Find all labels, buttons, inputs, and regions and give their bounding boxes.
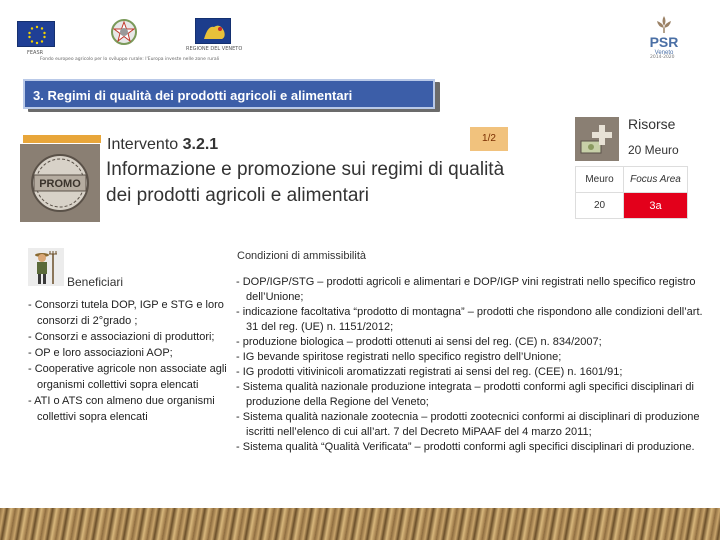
- farmer-icon: [28, 248, 64, 286]
- italian-emblem-logo: [110, 16, 138, 50]
- list-item: - IG prodotti vitivinicoli aromatizzati registrati ai sensi del reg. (CEE) n. 1601/91;: [236, 365, 706, 380]
- lion-icon: [196, 19, 232, 45]
- table-header-focus-area: Focus Area: [624, 167, 688, 193]
- list-item: - Cooperative agricole non associate agli organismi collettivi sopra elencati: [28, 361, 228, 393]
- beneficiari-title: Beneficiari: [67, 275, 124, 289]
- section-title-bar: 3. Regimi di qualità dei prodotti agricoli e alimentari: [23, 79, 435, 109]
- wheat-field-strip: [0, 508, 720, 540]
- eu-stars-icon: [18, 22, 56, 48]
- table-cell-focus-area: 3a: [624, 193, 688, 219]
- promo-badge-image: [20, 144, 100, 222]
- condizioni-title: Condizioni di ammissibilità: [237, 250, 366, 262]
- orange-accent-bar: [23, 135, 101, 143]
- list-item: - ATI o ATS con almeno due organismi collettivi sopra elencati: [28, 393, 228, 425]
- table-header-meuro: Meuro: [576, 167, 624, 193]
- list-item: - OP e loro associazioni AOP;: [28, 345, 228, 361]
- table-row: [576, 167, 688, 193]
- italian-emblem-icon: [110, 16, 138, 50]
- eu-caption: FEASR: [27, 50, 44, 56]
- region-caption: REGIONE DEL VENETO: [186, 46, 243, 52]
- page-indicator: 1/2: [470, 127, 508, 151]
- risorse-value: 20 Meuro: [628, 143, 679, 157]
- beneficiari-list: [28, 297, 228, 425]
- intervento-title: Informazione e promozione sui regimi di qualità dei prodotti agricoli e alimentari: [106, 159, 505, 206]
- eafrd-tagline: Fondo europeo agricolo per lo sviluppo rurale: l'Europa investe nelle zone rurali: [40, 57, 220, 62]
- list-item: - indicazione facoltativa “prodotto di montagna” – prodotti che rispondono alle condizioni dell’art. 31 del reg. (UE) n. 1151/2012;: [236, 305, 706, 335]
- list-item: - Consorzi e associazioni di produttori;: [28, 329, 228, 345]
- condizioni-list: [236, 275, 706, 455]
- risorse-label: Risorse: [628, 116, 676, 132]
- money-plus-icon: [575, 117, 619, 161]
- intervento-code: 3.2.1: [182, 136, 219, 153]
- promo-icon: [20, 144, 100, 222]
- farmer-image: [28, 248, 64, 286]
- eu-flag-logo: [17, 21, 55, 47]
- list-item: - Sistema qualità nazionale produzione integrata – prodotti conformi agli specifici disciplinari di produzione della Regione del Veneto;: [236, 380, 706, 410]
- psr-logo-text: PSR: [649, 34, 679, 50]
- list-item: - Consorzi tutela DOP, IGP e STG e loro consorzi di 2°grado ;: [28, 297, 228, 329]
- promo-label: PROMO: [39, 178, 81, 190]
- table-row: [576, 193, 688, 219]
- wheat-sprout-icon: [642, 12, 686, 56]
- psr-years: 2014-2020: [650, 55, 675, 60]
- intervento-heading: [107, 136, 218, 154]
- list-item: - DOP/IGP/STG – prodotti agricoli e alimentari e DOP/IGP vini registrati nello specifico registro dell’Unione;: [236, 275, 706, 305]
- veneto-region-logo: [195, 18, 231, 44]
- intervento-label: Intervento: [107, 136, 179, 153]
- list-item: - Sistema qualità “Qualità Verificata” – prodotti conformi agli specifici disciplinari di produzione.: [236, 440, 706, 455]
- list-item: - Sistema qualità nazionale zootecnia – prodotti zootecnici conformi ai disciplinari di produzione iscritti nell’elenco di cui all’art. 7 del Decreto MiPAAF del 4 marzo 2011;: [236, 410, 706, 440]
- list-item: - produzione biologica – prodotti ottenuti ai sensi del reg. (CE) n. 834/2007;: [236, 335, 706, 350]
- psr-logo-subtext: Veneto: [654, 50, 674, 56]
- resources-table: [575, 166, 688, 219]
- money-plus-image: [575, 117, 619, 161]
- table-cell-meuro: 20: [576, 193, 624, 219]
- list-item: - IG bevande spiritose registrati nello specifico registro dell’Unione;: [236, 350, 706, 365]
